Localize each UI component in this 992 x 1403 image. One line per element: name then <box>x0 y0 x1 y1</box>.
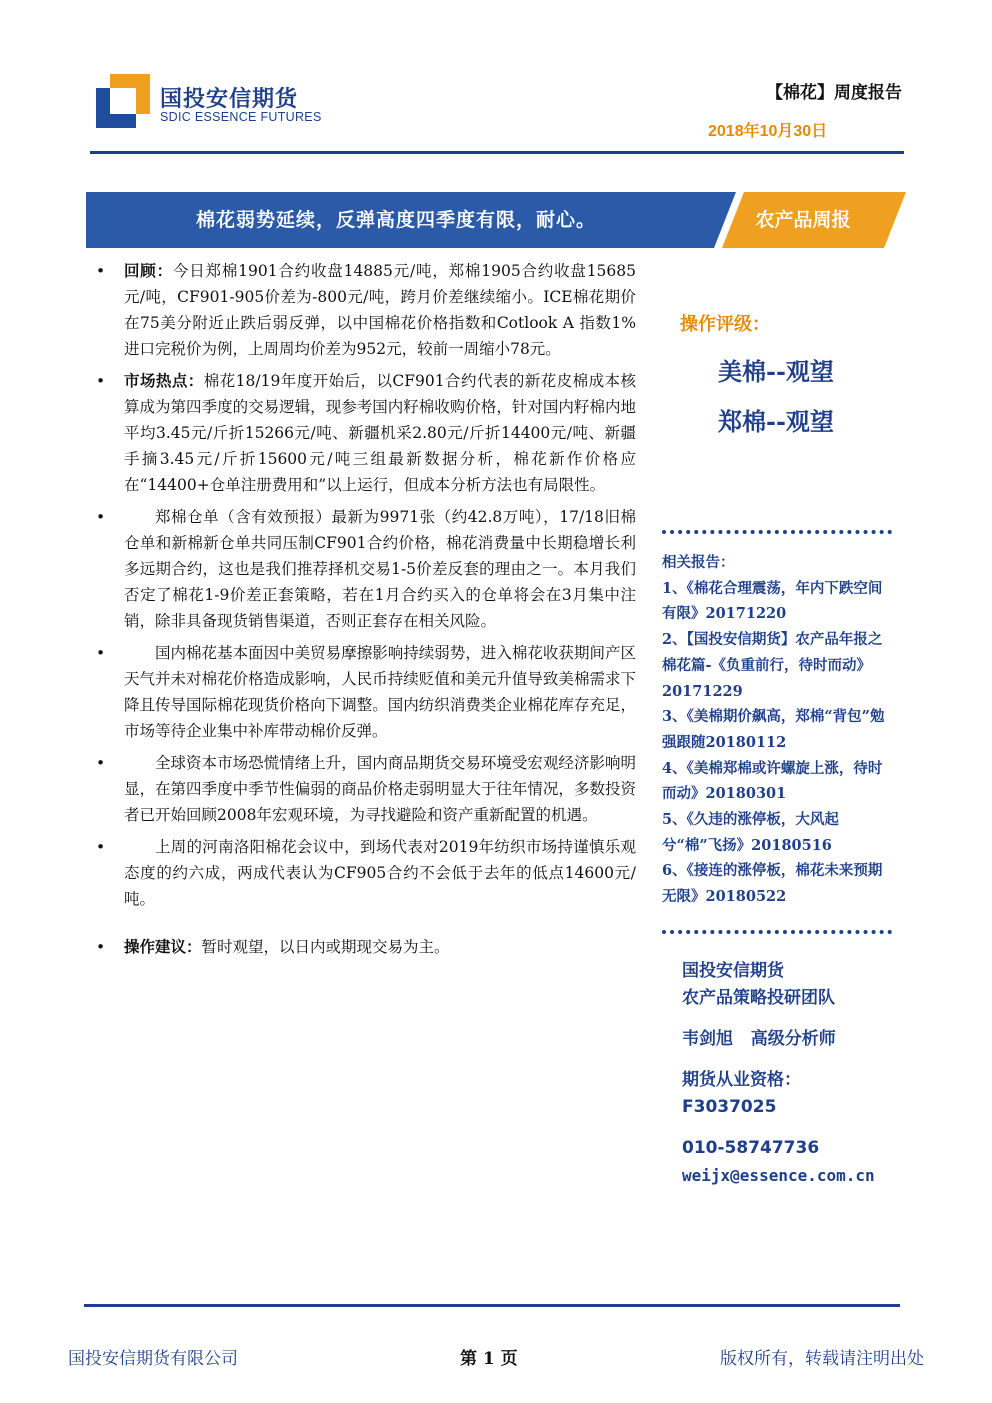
bullet-icon: • <box>96 754 106 772</box>
bullet-icon: • <box>96 372 106 390</box>
related-reports <box>662 550 894 910</box>
header-divider <box>90 151 904 154</box>
paragraph-text: 全球资本市场恐慌情绪上升，国内商品期货交易环境受宏观经济影响明显，在第四季度中季节性偏弱的商品价格走弱明显大于往年情况，多数投资者已开始回顾2008年宏观环境，为寻找避险和资产重新配置的机遇。 <box>124 754 636 824</box>
paragraph-lead: 回顾： <box>124 261 173 280</box>
company-logo-icon <box>96 74 150 128</box>
page-number: 第 1 页 <box>460 1349 518 1369</box>
logo-english-name: SDIC ESSENCE FUTURES <box>160 110 322 124</box>
team-name: 农产品策略投研团队 <box>682 988 835 1008</box>
bullet-icon: • <box>96 262 106 280</box>
paragraph-text: 郑棉仓单（含有效预报）最新为9971张（约42.8万吨），17/18旧棉仓单和新棉新仓单共同压制CF901合约价格，棉花消费量中长期稳增长利多远期合约，这也是我们推荐择机交易1-5价差反套的理由之一。本月我们否定了棉花1-9价差正套策略，若在1月合约买入的仓单将会在3月集中注销，除非具备现货销售渠道，否则正套存在相关风险。 <box>124 508 636 630</box>
rating-zhengzhou-cotton: 郑棉--观望 <box>718 407 834 436</box>
paragraph-lead: 市场热点： <box>124 371 204 390</box>
paragraph-macro <box>96 750 636 828</box>
license-label: 期货从业资格： <box>682 1070 801 1090</box>
paragraph-warehouse-receipts <box>96 504 636 634</box>
related-report-item[interactable]: 1、《棉花合理震荡，年内下跌空间有限》20171220 <box>662 579 883 623</box>
report-type: 【棉花】周度报告 <box>766 83 902 103</box>
footer-divider <box>84 1304 900 1307</box>
paragraph-text: 今日郑棉1901合约收盘14885元/吨，郑棉1905合约收盘15685元/吨，CF901-905价差为-800元/吨，跨月价差继续缩小。ICE棉花期价在75美分附近止跌后弱反弹，以中国棉花价格指数和Cotlook A 指数1%进口完税价为例，上周周均价差为952元，较前一周缩小78元。 <box>124 262 636 358</box>
contact-phone: 010-58747736 <box>682 1138 820 1158</box>
paragraph-text: 上周的河南洛阳棉花会议中，到场代表对2019年纺织市场持谨慎乐观态度的约六成，两成代表认为CF905合约不会低于去年的低点14600元/吨。 <box>124 838 636 908</box>
related-report-item[interactable]: 3、《美棉期价飙高，郑棉“背包”勉强跟随20180112 <box>662 708 885 751</box>
bullet-icon: • <box>96 838 106 856</box>
rating-us-cotton: 美棉--观望 <box>718 357 834 386</box>
rating-label: 操作评级： <box>680 314 770 335</box>
paragraph-text: 暂时观望，以日内或期现交易为主。 <box>201 938 450 956</box>
report-headline: 棉花弱势延续，反弹高度四季度有限，耐心。 <box>195 209 596 231</box>
paragraph-review <box>96 258 636 362</box>
dotted-divider <box>662 930 892 934</box>
footer-company: 国投安信期货有限公司 <box>68 1349 238 1369</box>
related-report-item[interactable]: 6、《接连的涨停板，棉花未来预期无限》20180522 <box>662 862 883 906</box>
paragraph-advice <box>96 934 636 960</box>
paragraph-text: 棉花18/19年度开始后，以CF901合约代表的新花皮棉成本核算成为第四季度的交易逻辑，现参考国内籽棉收购价格，针对国内籽棉内地平均3.45元/斤折15266元/吨、新疆机采2.80元/斤折14400元/吨、新疆手摘3.45元/斤折15600元/吨三组最新数据分析，棉花新作价格应在“14400+仓单注册费用和”以上运行，但成本分析方法也有局限性。 <box>124 372 636 494</box>
bullet-icon: • <box>96 508 106 526</box>
related-report-item[interactable]: 4、《美棉郑棉或许螺旋上涨，待时而动》20180301 <box>662 759 883 803</box>
dotted-divider <box>662 530 892 534</box>
bullet-icon: • <box>96 938 106 956</box>
license-number: F3037025 <box>682 1097 777 1117</box>
paragraph-market-hotspot <box>96 368 636 498</box>
contact-email[interactable]: weijx@essence.com.cn <box>682 1166 875 1185</box>
analyst-info <box>682 958 902 1189</box>
main-content <box>96 258 636 966</box>
analyst-name-title: 韦剑旭 高级分析师 <box>682 1029 836 1049</box>
related-report-item[interactable]: 5、《久违的涨停板，大风起兮“棉”飞扬》20180516 <box>662 811 839 854</box>
footer-copyright: 版权所有，转载请注明出处 <box>720 1349 924 1369</box>
related-report-item[interactable]: 2、【国投安信期货】农产品年报之棉花篇-《负重前行，待时而动》20171229 <box>662 631 883 700</box>
paragraph-lead: 操作建议： <box>124 937 202 956</box>
report-category-tag: 农产品周报 <box>755 209 851 231</box>
logo-chinese-name: 国投安信期货 <box>160 87 299 112</box>
paragraph-text: 国内棉花基本面因中美贸易摩擦影响持续弱势，进入棉花收获期间产区天气并未对棉花价格造成影响，人民币持续贬值和美元升值导致美棉需求下降且传导国际棉花现货价格向下调整。国内纺织消费类企业棉花库存充足，市场等待企业集中补库带动棉价反弹。 <box>124 644 636 740</box>
paragraph-conference <box>96 834 636 912</box>
paragraph-fundamentals <box>96 640 636 744</box>
bullet-icon: • <box>96 644 106 662</box>
team-company: 国投安信期货 <box>682 961 784 981</box>
related-reports-heading: 相关报告： <box>662 554 735 571</box>
report-date: 2018年10月30日 <box>708 123 828 140</box>
